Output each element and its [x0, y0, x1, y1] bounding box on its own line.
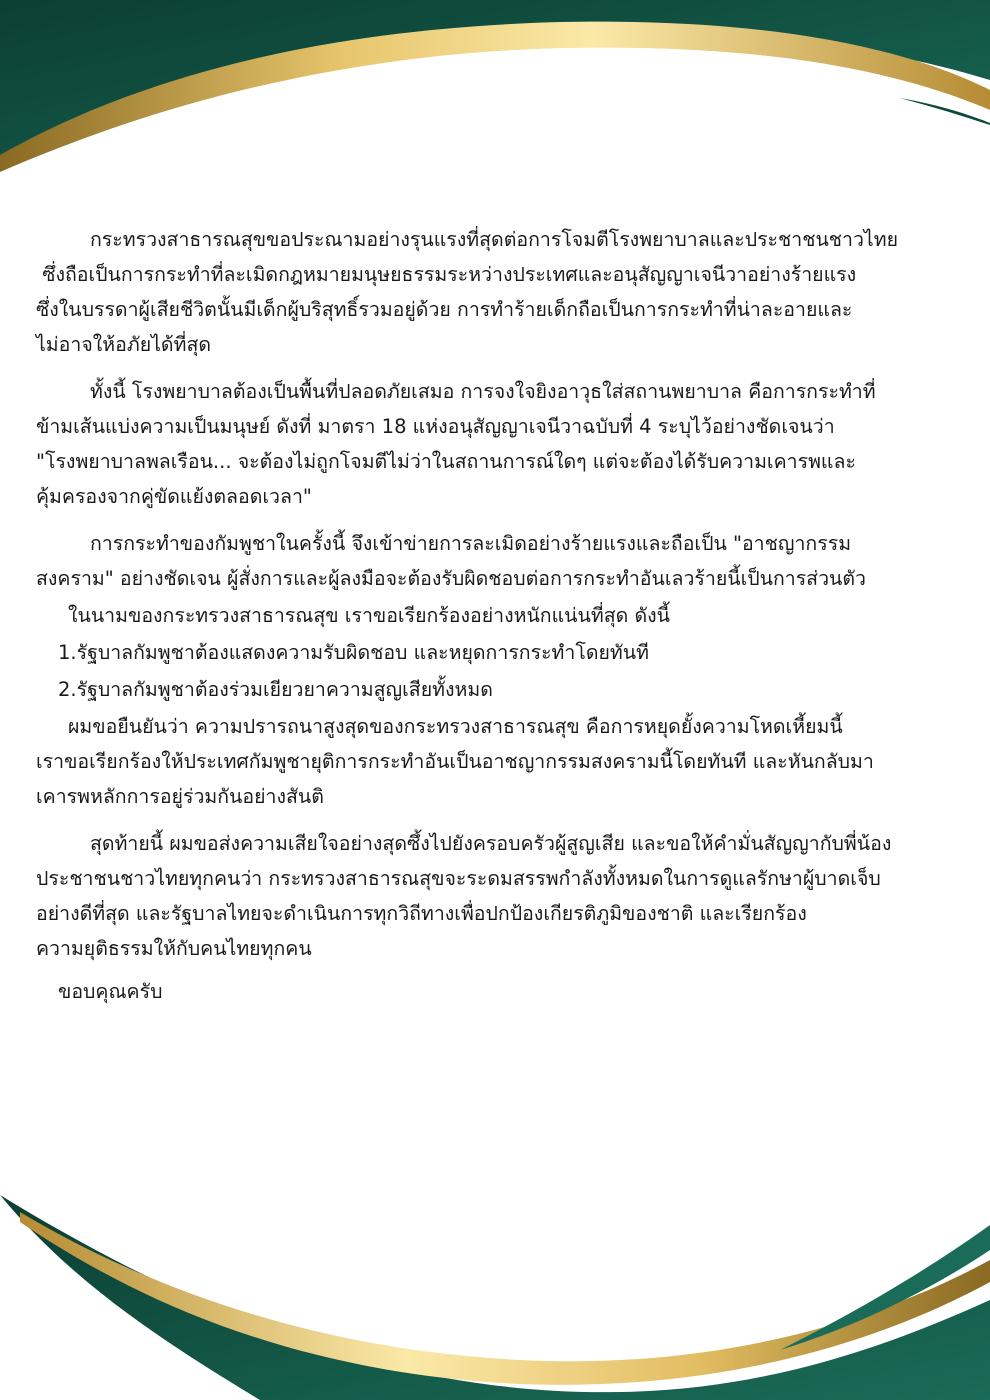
paragraph-2-cont	[36, 444, 961, 479]
demand-item	[36, 672, 961, 707]
paragraph-6-cont	[36, 931, 961, 966]
paragraph-1-cont	[36, 257, 961, 292]
paragraph-3-line-1: การกระทำของกัมพูชาในครั้งนี้ จึงเข้าข่ายการละเมิดอย่างร้ายแรงและถือเป็น "อาชญากรรม	[90, 532, 852, 555]
paragraph-2	[36, 374, 961, 409]
paragraph-6-line-2: ประชาชนชาวไทยทุกคนว่า กระทรวงสาธารณสุขจะระดมสรรพกำลังทั้งหมดในการดูแลรักษาผู้บาดเจ็บ	[36, 867, 881, 890]
paragraph-2-line-4: คุ้มครองจากคู่ขัดแย้งตลอดเวลา"	[36, 485, 312, 508]
paragraph-6	[36, 826, 961, 861]
paragraph-4-line-1: ในนามของกระทรวงสาธารณสุข เราขอเรียกร้องอย่างหนักแน่นที่สุด ดังนี้	[68, 604, 670, 627]
paragraph-6-cont	[36, 896, 961, 931]
paragraph-3-cont	[36, 561, 961, 596]
paragraph-2-line-3: "โรงพยาบาลพลเรือน... จะต้องไม่ถูกโจมตีไม่ว่าในสถานการณ์ใดๆ แต่จะต้องได้รับความเคารพและ	[36, 450, 856, 473]
paragraph-1-line-4: ไม่อาจให้อภัยได้ที่สุด	[36, 333, 212, 356]
paragraph-5-line-3: เคารพหลักการอยู่ร่วมกันอย่างสันติ	[36, 785, 324, 808]
paragraph-5-cont	[36, 779, 961, 814]
paragraph-3-line-2: สงคราม" อย่างชัดเจน ผู้สั่งการและผู้ลงมือจะต้องรับผิดชอบต่อการกระทำอันเลวร้ายนี้เป็นการส่วนตัว	[36, 567, 866, 590]
paragraph-5-line-2: เราขอเรียกร้องให้ประเทศกัมพูชายุติการกระทำอันเป็นอาชญากรรมสงครามนี้โดยทันที และหันกลับมา	[36, 750, 874, 773]
closing-text: ขอบคุณครับ	[58, 980, 163, 1003]
paragraph-2-line-2: ข้ามเส้นแบ่งความเป็นมนุษย์ ดังที่ มาตรา 18 แห่งอนุสัญญาเจนีวาฉบับที่ 4 ระบุไว้อย่างชัดเจนว่า	[36, 415, 835, 438]
demand-1: 1.รัฐบาลกัมพูชาต้องแสดงความรับผิดชอบ และหยุดการกระทำโดยทันที	[58, 641, 649, 664]
paragraph-6-line-1: สุดท้ายนี้ ผมขอส่งความเสียใจอย่างสุดซึ้งไปยังครอบครัวผู้สูญเสีย และขอให้คำมั่นสัญญากับพี่น้อง	[90, 832, 892, 855]
paragraph-1-cont	[36, 292, 961, 327]
paragraph-2-line-1: ทั้งนี้ โรงพยาบาลต้องเป็นพื้นที่ปลอดภัยเสมอ การจงใจยิงอาวุธใส่สถานพยาบาล คือการกระทำที่	[90, 380, 876, 403]
letter-body	[36, 222, 961, 1009]
paragraph-6-line-4: ความยุติธรรมให้กับคนไทยทุกคน	[36, 937, 312, 960]
paragraph-6-line-3: อย่างดีที่สุด และรัฐบาลไทยจะดำเนินการทุกวิถีทางเพื่อปกป้องเกียรติภูมิของชาติ และเรียกร้อง	[36, 902, 807, 925]
paragraph-1-line-1: กระทรวงสาธารณสุขขอประณามอย่างรุนแรงที่สุดต่อการโจมตีโรงพยาบาลและประชาชนชาวไทย	[90, 228, 898, 251]
paragraph-1	[36, 222, 961, 257]
paragraph-4	[36, 598, 961, 633]
paragraph-2-cont	[36, 479, 961, 514]
paragraph-6-cont	[36, 861, 961, 896]
demand-item	[36, 635, 961, 670]
paragraph-5-line-1: ผมขอยืนยันว่า ความปรารถนาสูงสุดของกระทรวงสาธารณสุข คือการหยุดยั้งความโหดเหี้ยมนี้	[68, 715, 843, 738]
paragraph-1-line-3: ซึ่งในบรรดาผู้เสียชีวิตนั้นมีเด็กผู้บริสุทธิ์รวมอยู่ด้วย การทำร้ายเด็กถือเป็นการกระทำที่น่าละอายและ	[36, 298, 853, 321]
paragraph-1-line-2: ซึ่งถือเป็นการกระทำที่ละเมิดกฎหมายมนุษยธรรมระหว่างประเทศและอนุสัญญาเจนีวาอย่างร้ายแรง	[36, 263, 857, 286]
paragraph-3	[36, 526, 961, 561]
paragraph-1-cont	[36, 327, 961, 362]
closing-line	[36, 974, 961, 1009]
demand-2: 2.รัฐบาลกัมพูชาต้องร่วมเยียวยาความสูญเสียทั้งหมด	[58, 678, 493, 701]
paragraph-2-cont	[36, 409, 961, 444]
paragraph-5-cont	[36, 744, 961, 779]
paragraph-5	[36, 709, 961, 744]
